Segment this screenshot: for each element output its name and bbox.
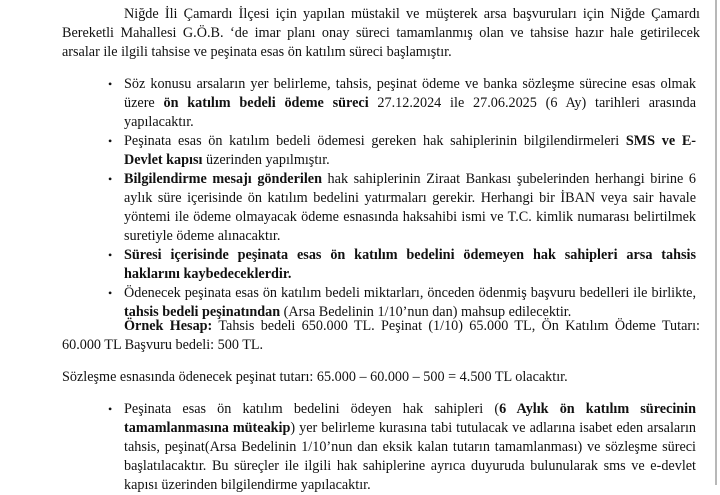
list-item bbox=[0, 170, 696, 246]
item-bold-text: SMS ve E-Devlet kapısı bbox=[124, 133, 697, 168]
bullet-list-secondary bbox=[0, 400, 712, 495]
list-item bbox=[0, 246, 696, 284]
item-text: Söz konusu arsaların yer belirleme, tahsis, peşinat ödeme ve banka sözleşme sürecine esas olmak üzere bbox=[124, 76, 696, 111]
example-calculation bbox=[62, 317, 700, 355]
bullet-icon: • bbox=[108, 248, 113, 262]
item-text: ) yer belirleme kurasına tabi tutulacak ve adlarına isabet eden arsaların tahsis, peşinat(Arsa Bedelinin 1/10’nun dan eksik kalan tutarın tamamlanması) ve sözleşme süreci başlatılacaktır. Bu süreçler ile ilgili hak sahiplerine ayrıca duyuruda bulunularak sms ve e-devlet kapısı üzerinden bilgilendirme yapılacaktır. bbox=[124, 420, 696, 493]
item-text: Peşinata esas ön katılım bedelini ödeyen hak sahipleri ( bbox=[124, 401, 500, 417]
item-bold-text: ön katılım bedeli ödeme süreci bbox=[163, 95, 369, 111]
example-text: Tahsis bedeli 650.000 TL. Peşinat (1/10) 65.000 TL, Ön Katılım Ödeme Tutarı: 60.000 TL Başvuru bedeli: 500 TL. bbox=[62, 318, 700, 353]
bullet-icon: • bbox=[108, 134, 113, 148]
item-text: (Arsa Bedelinin 1/10’nun dan) mahsup edilecektir. bbox=[280, 304, 572, 320]
example-label: Örnek Hesap: bbox=[124, 318, 213, 334]
item-bold-text: tahsis bedeli peşinatından bbox=[124, 304, 281, 320]
item-text: Peşinata esas ön katılım bedeli ödemesi gereken hak sahiplerinin bilgilendirmeleri bbox=[124, 133, 626, 149]
item-text: hak sahiplerinin Ziraat Bankası şubelerinden herhangi birine 6 aylık süre içerisinde ön katılım bedelini yatırmaları gerekir. Herhangi bir İBAN veya sair havale yöntemi ile ödeme olmayacak ödeme esnasında haksahibi ismi ve T.C. kimlik numarası belirtilmek suretiyle ödeme alınacaktır. bbox=[124, 171, 696, 244]
item-text: 27.12.2024 ile 27.06.2025 (6 Ay) tarihleri arasında yapılacaktır. bbox=[124, 95, 696, 130]
item-bold-text: Süresi içerisinde peşinata esas ön katılım bedelini ödemeyen hak sahipleri arsa tahsis haklarını kaybedeceklerdir. bbox=[124, 247, 696, 282]
bullet-icon: • bbox=[108, 402, 113, 416]
list-item bbox=[0, 132, 696, 170]
intro-paragraph: Niğde İli Çamardı İlçesi için yapılan müstakil ve müşterek arsa başvuruları için Niğde Çamardı Bereketli Mahallesi G.Ö.B. ‘de imar planı onay süreci tamamlanmış olan ve tahsise hazır hale getirilecek arsalar ile ilgili tahsise ve peşinata esas ön katılım süreci başlamıştır. bbox=[62, 6, 700, 60]
contract-payment-line: Sözleşme esnasında ödenecek peşinat tutarı: 65.000 – 60.000 – 500 = 4.500 TL olacaktır. bbox=[62, 369, 568, 385]
item-bold-text: Bilgilendirme mesajı gönderilen bbox=[124, 171, 322, 187]
bullet-icon: • bbox=[108, 172, 113, 186]
bullet-icon: • bbox=[108, 286, 113, 300]
bullet-icon: • bbox=[108, 77, 113, 91]
bullet-list bbox=[0, 75, 712, 322]
item-text: Ödenecek peşinata esas ön katılım bedeli miktarları, önceden ödenmiş başvuru bedelleri ile birlikte, bbox=[124, 285, 696, 301]
item-bold-text: 6 Aylık ön katılım sürecinin tamamlanmasına müteakip bbox=[124, 401, 696, 436]
list-item bbox=[0, 400, 696, 495]
page-border-line bbox=[715, 0, 717, 485]
item-text: üzerinden yapılmıştır. bbox=[202, 152, 330, 168]
list-item bbox=[0, 75, 696, 132]
